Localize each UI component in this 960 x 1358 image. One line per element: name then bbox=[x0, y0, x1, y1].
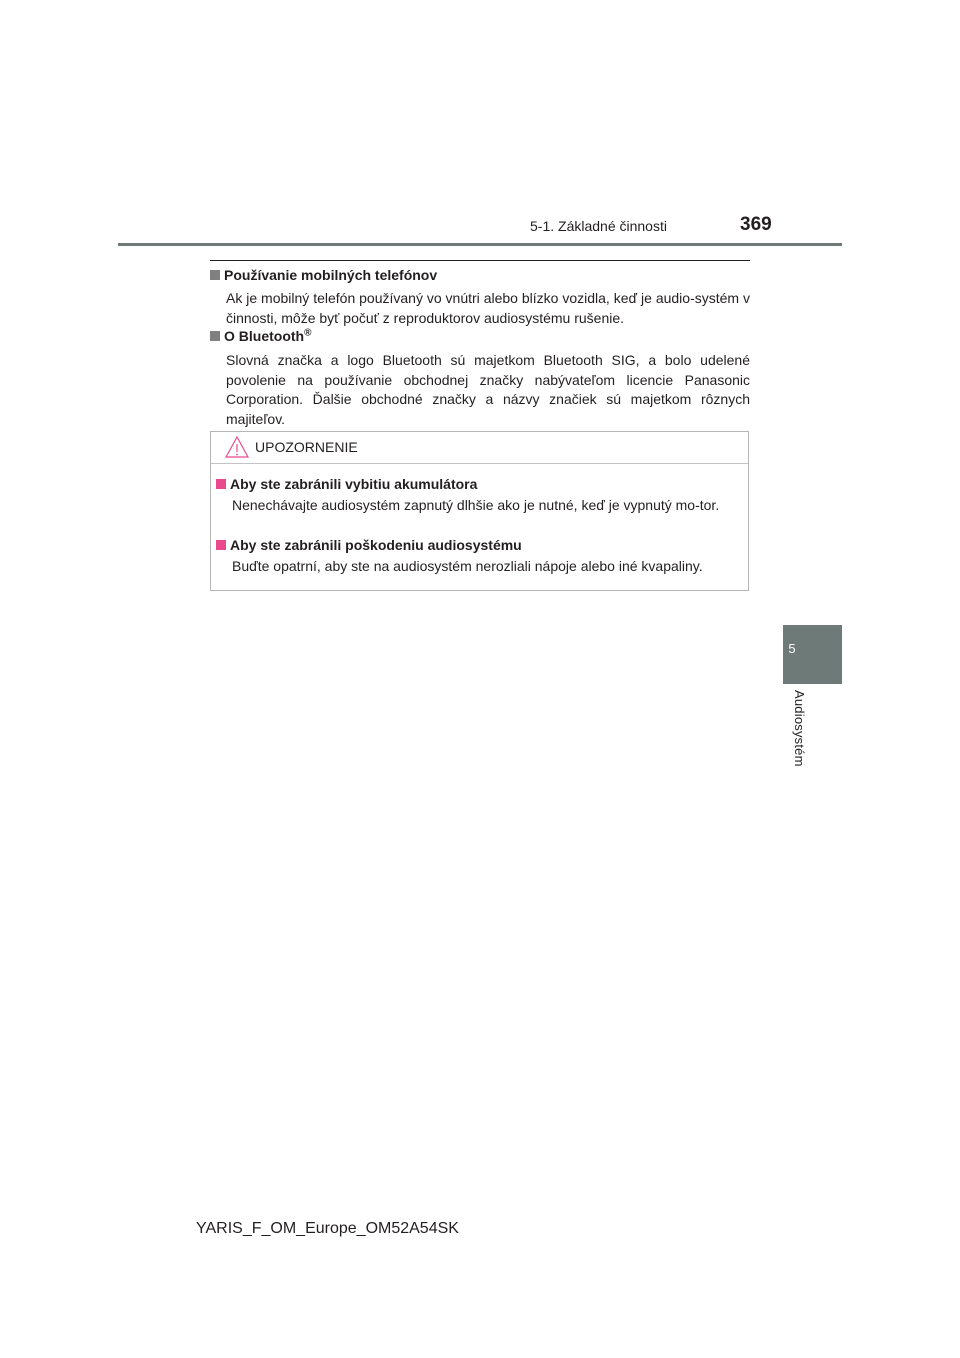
chapter-number: 5 bbox=[788, 641, 796, 656]
page-number: 369 bbox=[740, 214, 772, 235]
warning-item-title bbox=[216, 536, 741, 554]
section-title bbox=[210, 266, 750, 284]
header-rule bbox=[118, 243, 842, 246]
square-bullet-icon bbox=[216, 479, 226, 489]
warning-item bbox=[216, 475, 741, 516]
square-bullet-icon bbox=[216, 540, 226, 550]
document-id: YARIS_F_OM_Europe_OM52A54SK bbox=[196, 1220, 459, 1237]
section-body: Slovná značka a logo Bluetooth sú majetkom Bluetooth SIG, a bolo udelené povolenie na používanie obchodnej značky nabývateľom licencie Panasonic Corporation. Ďalšie obchodné značky a názvy značiek sú majetkom rôznych majiteľov. bbox=[226, 352, 750, 427]
warning-item-title-text: Aby ste zabránili poškodeniu audiosystému bbox=[230, 537, 522, 553]
section-body: Ak je mobilný telefón používaný vo vnútri alebo blízko vozidla, keď je audio-systém v činnosti, môže byť počuť z reproduktorov audiosystému rušenie. bbox=[226, 290, 750, 326]
chapter-tab[interactable] bbox=[783, 625, 842, 684]
section-title-text: O Bluetooth bbox=[224, 328, 305, 344]
warning-item bbox=[216, 536, 741, 577]
square-bullet-icon bbox=[210, 331, 220, 341]
warning-box bbox=[210, 431, 749, 591]
registered-mark: ® bbox=[304, 327, 312, 339]
warning-item-body: Buďte opatrní, aby ste na audiosystém nerozliali nápoje alebo iné kvapaliny. bbox=[232, 558, 703, 574]
warning-triangle-icon bbox=[225, 435, 249, 459]
square-bullet-icon bbox=[210, 270, 220, 280]
section-bluetooth bbox=[210, 327, 750, 429]
section-mobile-phones bbox=[210, 266, 750, 328]
content-divider bbox=[210, 260, 750, 261]
section-title bbox=[210, 327, 750, 345]
section-header: 5-1. Základné činnosti bbox=[530, 218, 667, 234]
section-title-text: Používanie mobilných telefónov bbox=[224, 267, 438, 283]
warning-item-title bbox=[216, 475, 741, 493]
warning-item-body: Nenechávajte audiosystém zapnutý dlhšie ako je nutné, keď je vypnutý mo-tor. bbox=[232, 497, 720, 513]
warning-header bbox=[211, 432, 748, 464]
chapter-label: Audiosystém bbox=[792, 690, 807, 767]
warning-item-title-text: Aby ste zabránili vybitiu akumulátora bbox=[230, 476, 478, 492]
warning-title: UPOZORNENIE bbox=[255, 439, 358, 455]
